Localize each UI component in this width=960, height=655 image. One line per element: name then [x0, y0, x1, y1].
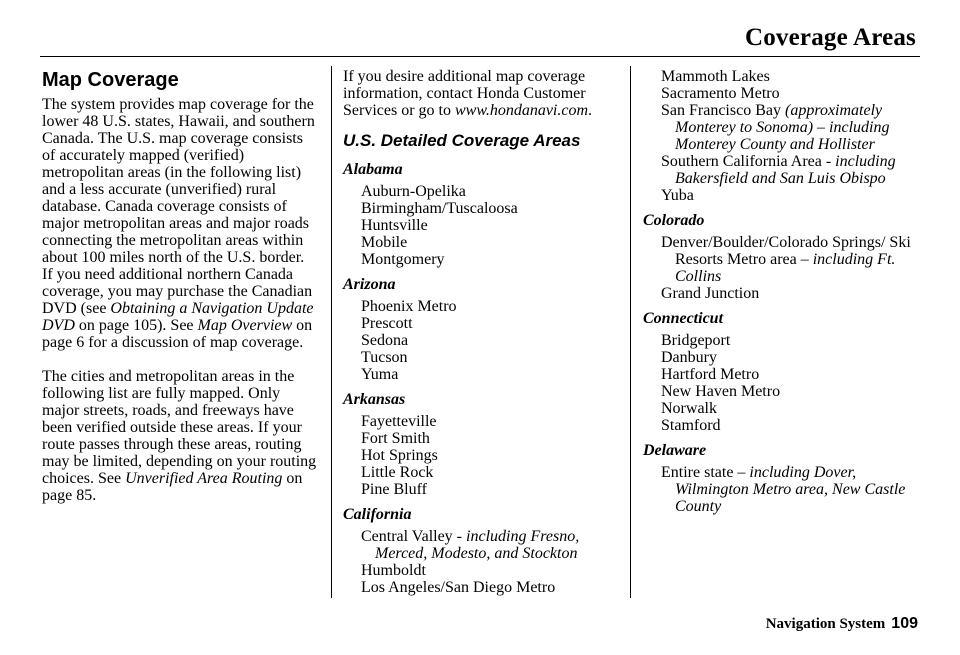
- city-note: including Dover, Wilmington Metro area, New Castle County: [675, 464, 906, 515]
- list-item: [361, 528, 623, 562]
- list-item: [661, 102, 923, 153]
- column-1: [42, 68, 318, 599]
- list-item: Sacramento Metro: [661, 85, 780, 102]
- paragraph-text: on page 85.: [42, 470, 303, 504]
- map-coverage-heading: Map Coverage: [42, 69, 179, 91]
- paragraph-text: .: [588, 102, 593, 119]
- page-footer: [766, 615, 918, 633]
- state-california: California: [343, 506, 412, 523]
- page-title: Coverage Areas: [744, 24, 916, 51]
- list-item: Fayetteville: [361, 413, 437, 430]
- colorado-city-list: [661, 234, 923, 302]
- list-item: Montgomery: [361, 251, 445, 268]
- list-item: Phoenix Metro: [361, 298, 457, 315]
- list-item: Huntsville: [361, 217, 428, 234]
- list-item: Humboldt: [361, 562, 426, 579]
- list-item: Bridgeport: [661, 332, 731, 349]
- column-3: [643, 68, 923, 599]
- list-item: Auburn-Opelika: [361, 183, 466, 200]
- paragraph-text: If you desire additional map coverage information, contact Honda Customer Services or go to: [343, 68, 586, 119]
- paragraph-text: The cities and metropolitan areas in the following list are fully mapped. Only major streets, roads, and freeways have been verified outside these areas. If your route passes through these areas, routing may be limited, depending on your routing choices. See: [42, 368, 317, 487]
- paragraph-text: on page 105). See: [74, 317, 198, 334]
- list-item: Prescott: [361, 315, 413, 332]
- honda-navi-url: www.hondanavi.com: [454, 102, 589, 119]
- california-city-list-part-1: [343, 528, 623, 596]
- list-item: Little Rock: [361, 464, 434, 481]
- list-item: Fort Smith: [361, 430, 430, 447]
- delaware-city-list: [661, 464, 923, 515]
- list-item: New Haven Metro: [661, 383, 781, 400]
- contact-paragraph: [343, 68, 623, 119]
- city-note: (approximately Monterey to Sonoma) – including Monterey County and Hollister: [675, 102, 890, 153]
- alabama-city-list: [343, 183, 623, 268]
- list-item: Birmingham/Tuscaloosa: [361, 200, 518, 217]
- list-item: Norwalk: [661, 400, 717, 417]
- city-name: Central Valley -: [361, 528, 467, 545]
- list-item: Pine Bluff: [361, 481, 427, 498]
- state-arizona: Arizona: [343, 276, 396, 293]
- map-coverage-paragraph-1: [42, 96, 318, 351]
- paragraph-text: on page 6 for a discussion of map coverage.: [42, 317, 313, 351]
- city-note: including Ft. Collins: [675, 251, 896, 285]
- list-item: Yuba: [661, 187, 694, 204]
- list-item: Hot Springs: [361, 447, 438, 464]
- city-note: including Bakersfield and San Luis Obispo: [675, 153, 896, 187]
- page-number: 109: [891, 615, 918, 632]
- column-2: [343, 68, 623, 599]
- page-header: [40, 22, 920, 57]
- connecticut-city-list: [661, 332, 923, 434]
- footer-label: Navigation System: [765, 616, 886, 632]
- state-delaware: Delaware: [643, 442, 707, 459]
- column-divider-2: [630, 66, 631, 598]
- map-overview-reference: Map Overview: [197, 317, 293, 334]
- list-item: Grand Junction: [661, 285, 760, 302]
- state-colorado: Colorado: [643, 212, 705, 229]
- column-divider-1: [331, 66, 332, 598]
- california-city-list-part-2: [661, 68, 923, 204]
- map-coverage-paragraph-2: [42, 368, 318, 504]
- city-name: Entire state –: [661, 464, 750, 481]
- list-item: Tucson: [361, 349, 408, 366]
- list-item: Sedona: [361, 332, 409, 349]
- state-connecticut: Connecticut: [643, 310, 724, 327]
- list-item: Los Angeles/San Diego Metro: [361, 579, 556, 596]
- list-item: Stamford: [661, 417, 721, 434]
- city-name: Denver/Boulder/Colorado Springs/ Ski Resorts Metro area –: [661, 234, 911, 268]
- unverified-area-routing-reference: Unverified Area Routing: [125, 470, 283, 487]
- arkansas-city-list: [343, 413, 623, 498]
- list-item: [661, 234, 923, 285]
- obtaining-update-dvd-reference: Obtaining a Navigation Update DVD: [42, 300, 314, 334]
- list-item: Hartford Metro: [661, 366, 760, 383]
- city-name: San Francisco Bay: [661, 102, 785, 119]
- city-name: Southern California Area -: [661, 153, 836, 170]
- list-item: Mammoth Lakes: [661, 68, 770, 85]
- state-alabama: Alabama: [343, 161, 403, 178]
- list-item: [661, 153, 923, 187]
- arizona-city-list: [343, 298, 623, 383]
- detailed-coverage-heading: U.S. Detailed Coverage Areas: [343, 131, 581, 150]
- city-note: including Fresno, Merced, Modesto, and Stockton: [375, 528, 580, 562]
- state-arkansas: Arkansas: [343, 391, 406, 408]
- list-item: Danbury: [661, 349, 717, 366]
- list-item: Mobile: [361, 234, 408, 251]
- list-item: Yuma: [361, 366, 399, 383]
- paragraph-text: The system provides map coverage for the lower 48 U.S. states, Hawaii, and southern Canada. The U.S. map coverage consists of accurately mapped (verified) metropolitan areas (in the following list) and a less accurate (unverified) rural database. Canada coverage consists of major metropolitan areas and major roads connecting the metropolitan areas within about 100 miles north of the U.S. border. If you need additional northern Canada coverage, you may purchase the Canadian DVD (see: [42, 96, 315, 317]
- list-item: [661, 464, 923, 515]
